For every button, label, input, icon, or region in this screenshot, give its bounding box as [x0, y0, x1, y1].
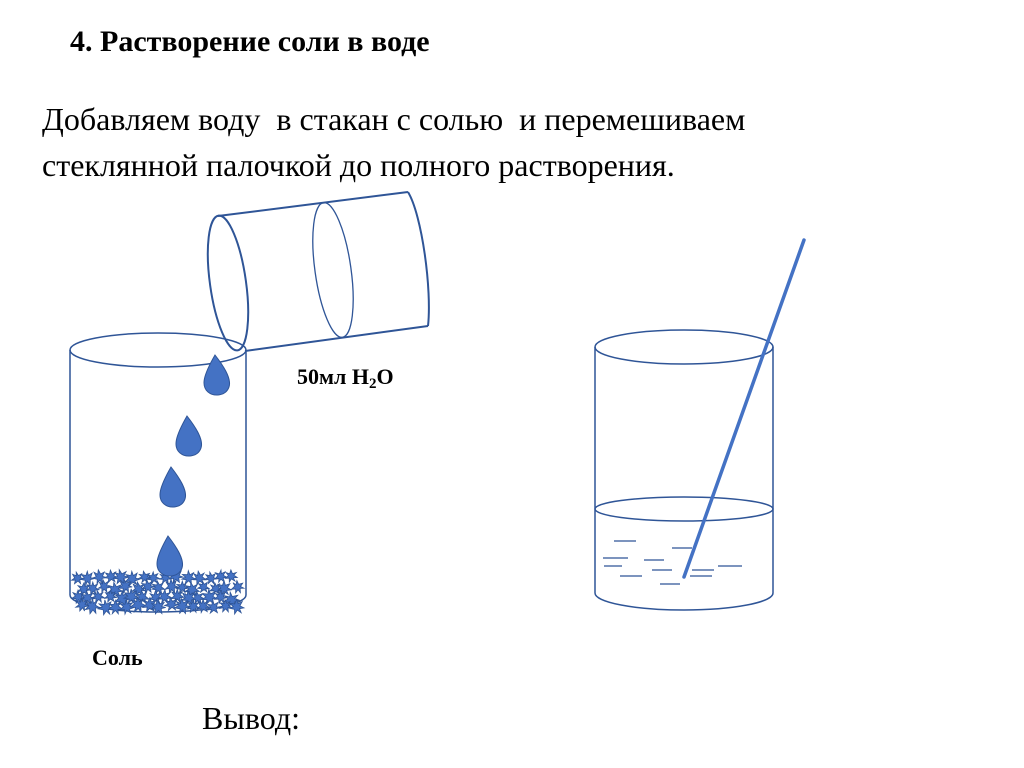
water-subscript: 2: [368, 376, 377, 392]
salt-crystal: [220, 600, 232, 612]
salt-crystal: [232, 581, 244, 593]
salt-crystal: [182, 571, 196, 584]
solution-liquid-marks: [603, 541, 742, 584]
conclusion-label: Вывод:: [202, 700, 300, 736]
salt-crystal: [152, 581, 165, 594]
water-volume-label: [297, 364, 394, 390]
salt-crystal: [225, 570, 237, 582]
instructions-line-1: Добавляем воду в стакан с солью и перемешиваем: [42, 101, 746, 137]
salt-crystal: [193, 571, 206, 584]
salt-crystals-icon: [72, 569, 245, 615]
salt-crystal: [105, 570, 118, 582]
salt-crystal: [205, 572, 217, 583]
slide-title: 4. Растворение соли в воде: [70, 25, 430, 58]
water-volume-text: 50мл H: [297, 364, 369, 389]
water-drop-icon: [176, 416, 202, 456]
salt-crystal: [215, 570, 227, 582]
water-drops: [157, 355, 230, 576]
tilted-beaker-icon: [201, 192, 429, 353]
salt-crystal: [139, 571, 151, 582]
glass-rod-icon: [684, 240, 804, 577]
salt-label: Соль: [92, 645, 143, 670]
salt-crystal: [208, 601, 221, 613]
water-drop-icon: [157, 536, 183, 576]
solution-beaker: [595, 330, 773, 610]
salt-crystal: [198, 581, 210, 592]
water-formula-suffix: O: [376, 364, 394, 389]
salt-crystal: [72, 572, 84, 584]
water-drop-icon: [160, 467, 186, 507]
instructions-line-2: стеклянной палочкой до полного растворения.: [42, 147, 675, 183]
